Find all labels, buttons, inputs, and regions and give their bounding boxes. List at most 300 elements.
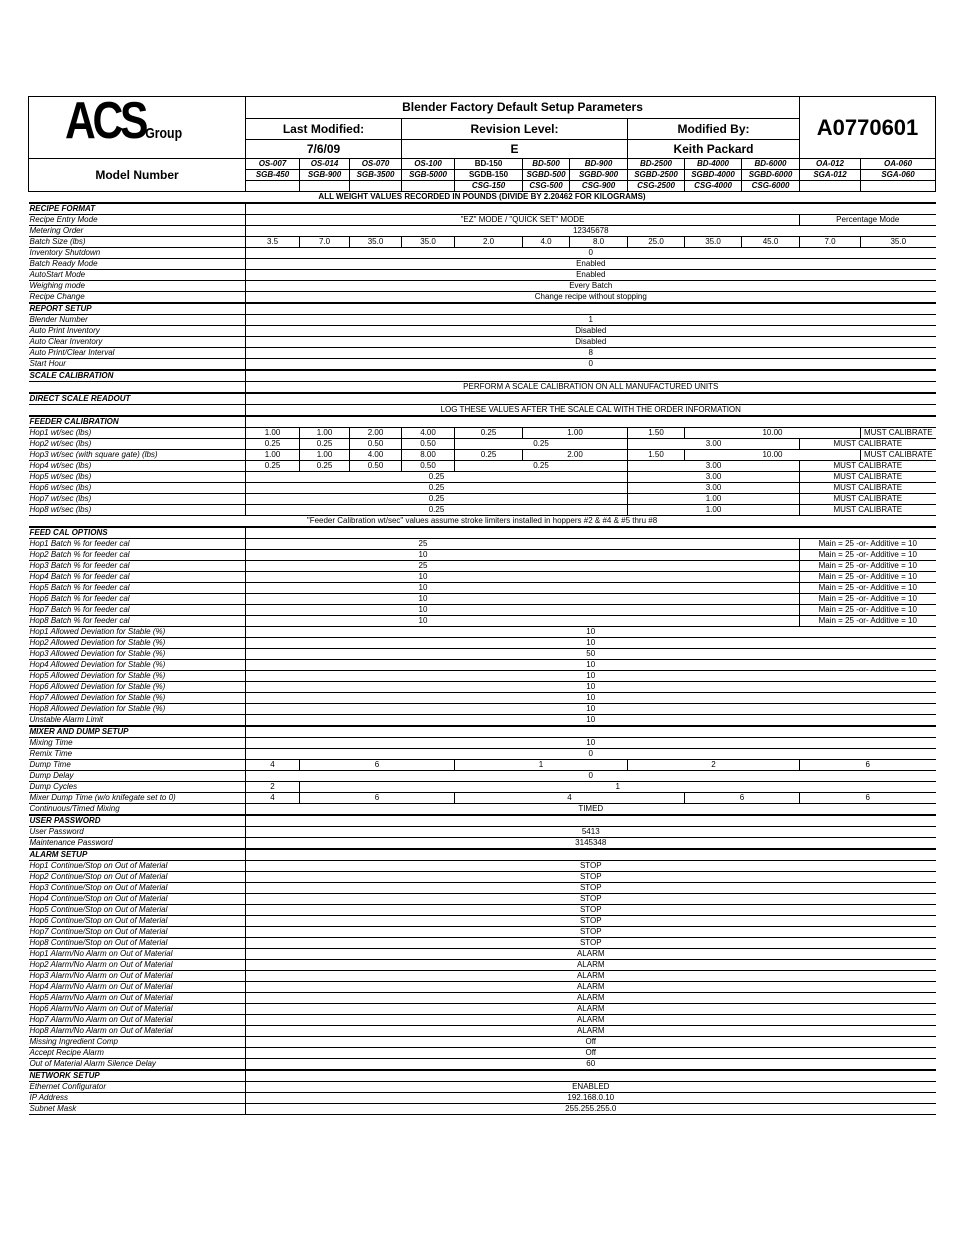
units-note: ALL WEIGHT VALUES RECORDED IN POUNDS (DIVIDE BY 2.20462 FOR KILOGRAMS) bbox=[29, 192, 936, 204]
param-value: 5413 bbox=[246, 827, 936, 838]
row-label: Hop1 Allowed Deviation for Stable (%) bbox=[29, 627, 246, 638]
param-value: 255.255.255.0 bbox=[246, 1104, 936, 1115]
param-row bbox=[29, 1059, 936, 1071]
row-label: Auto Clear Inventory bbox=[29, 337, 246, 348]
param-value: 0.25 bbox=[246, 461, 300, 472]
param-row bbox=[29, 949, 936, 960]
param-value: 10 bbox=[246, 550, 800, 561]
param-value: 0.25 bbox=[246, 483, 628, 494]
model-cell: CSG-150 bbox=[455, 181, 523, 192]
model-cell: OS-100 bbox=[402, 159, 455, 170]
model-cell: SGB-5000 bbox=[402, 170, 455, 181]
model-cell: SGBD-4000 bbox=[685, 170, 742, 181]
row-label: Hop6 Allowed Deviation for Stable (%) bbox=[29, 682, 246, 693]
param-value: 1.00 bbox=[300, 428, 350, 439]
param-value: Change recipe without stopping bbox=[246, 292, 936, 304]
row-label: Batch Ready Mode bbox=[29, 259, 246, 270]
row-label: Start Hour bbox=[29, 359, 246, 371]
param-row bbox=[29, 348, 936, 359]
param-value: 10 bbox=[246, 594, 800, 605]
param-row bbox=[29, 483, 936, 494]
model-cell: SGBD-6000 bbox=[742, 170, 800, 181]
param-value: 0.25 bbox=[455, 461, 628, 472]
row-label: Weighing mode bbox=[29, 281, 246, 292]
oa-note: Main = 25 -or- Additive = 10 bbox=[800, 539, 936, 550]
param-value: ALARM bbox=[246, 949, 936, 960]
row-label: Hop5 Continue/Stop on Out of Material bbox=[29, 905, 246, 916]
param-value: 4 bbox=[246, 793, 300, 804]
param-row bbox=[29, 771, 936, 782]
param-value: MUST CALIBRATE bbox=[800, 505, 936, 516]
param-value: 1.00 bbox=[523, 428, 628, 439]
param-value: 10 bbox=[246, 671, 936, 682]
param-value: 7.0 bbox=[300, 237, 350, 248]
section-spacer bbox=[246, 849, 936, 861]
model-cell: SGBD-500 bbox=[523, 170, 570, 181]
param-row bbox=[29, 550, 936, 561]
param-value: 35.0 bbox=[861, 237, 936, 248]
param-row bbox=[29, 259, 936, 270]
model-cell: SGBD-900 bbox=[570, 170, 628, 181]
param-row bbox=[29, 660, 936, 671]
section-direct-scale-readout bbox=[29, 393, 936, 405]
param-row bbox=[29, 270, 936, 281]
row-label: Hop8 Alarm/No Alarm on Out of Material bbox=[29, 1026, 246, 1037]
param-value: 1.00 bbox=[628, 505, 800, 516]
param-value: 1.50 bbox=[628, 428, 685, 439]
oa-note: Main = 25 -or- Additive = 10 bbox=[800, 583, 936, 594]
row-label: Inventory Shutdown bbox=[29, 248, 246, 259]
row-label: Hop8 wt/sec (lbs) bbox=[29, 505, 246, 516]
feeder-note: "Feeder Calibration wt/sec" values assume stroke limiters installed in hoppers #2 & #4 & #5 thru #8 bbox=[29, 516, 936, 528]
param-value: Enabled bbox=[246, 259, 936, 270]
model-cell: CSG-6000 bbox=[742, 181, 800, 192]
param-value: 8.00 bbox=[402, 450, 455, 461]
param-value: TIMED bbox=[246, 804, 936, 816]
param-value: 4 bbox=[246, 760, 300, 771]
param-value: Percentage Mode bbox=[800, 215, 936, 226]
param-value: 10 bbox=[246, 738, 936, 749]
param-value: 60 bbox=[246, 1059, 936, 1071]
row-label: Hop7 wt/sec (lbs) bbox=[29, 494, 246, 505]
row-label: Hop4 Continue/Stop on Out of Material bbox=[29, 894, 246, 905]
model-cell: OS-007 bbox=[246, 159, 300, 170]
section-alarm-setup bbox=[29, 849, 936, 861]
model-cell bbox=[402, 181, 455, 192]
param-value: 10 bbox=[246, 704, 936, 715]
param-row bbox=[29, 494, 936, 505]
row-label: Hop5 wt/sec (lbs) bbox=[29, 472, 246, 483]
param-value: 0.25 bbox=[300, 461, 350, 472]
param-row bbox=[29, 605, 936, 616]
param-value: 35.0 bbox=[402, 237, 455, 248]
row-label: Hop2 Batch % for feeder cal bbox=[29, 550, 246, 561]
row-label: Dump Delay bbox=[29, 771, 246, 782]
param-value: 0 bbox=[246, 359, 936, 371]
section-feed-cal-options bbox=[29, 527, 936, 539]
param-row bbox=[29, 539, 936, 550]
param-value: 1.00 bbox=[628, 494, 800, 505]
oa-note: Main = 25 -or- Additive = 10 bbox=[800, 594, 936, 605]
section-note: PERFORM A SCALE CALIBRATION ON ALL MANUFACTURED UNITS bbox=[246, 382, 936, 394]
row-label: Remix Time bbox=[29, 749, 246, 760]
param-value: 0.25 bbox=[455, 439, 628, 450]
param-value: MUST CALIBRATE bbox=[800, 472, 936, 483]
param-row bbox=[29, 472, 936, 483]
row-label: Hop5 Alarm/No Alarm on Out of Material bbox=[29, 993, 246, 1004]
param-value: STOP bbox=[246, 927, 936, 938]
param-value: 0.25 bbox=[246, 494, 628, 505]
param-value: 2.00 bbox=[350, 428, 402, 439]
param-value: 0 bbox=[246, 248, 936, 259]
oa-note: Main = 25 -or- Additive = 10 bbox=[800, 572, 936, 583]
section-direct-scale-readout-note bbox=[29, 405, 936, 417]
param-value: 0.25 bbox=[455, 428, 523, 439]
param-value: 1 bbox=[246, 315, 936, 326]
row-label: Hop7 Continue/Stop on Out of Material bbox=[29, 927, 246, 938]
row-label: Hop2 Allowed Deviation for Stable (%) bbox=[29, 638, 246, 649]
param-value: Disabled bbox=[246, 337, 936, 348]
param-row bbox=[29, 226, 936, 237]
section-spacer bbox=[246, 203, 936, 215]
param-row bbox=[29, 428, 936, 439]
param-value: 4.00 bbox=[350, 450, 402, 461]
param-value: Disabled bbox=[246, 326, 936, 337]
param-value: 0.50 bbox=[350, 439, 402, 450]
param-value: Off bbox=[246, 1048, 936, 1059]
row-label: Hop6 Continue/Stop on Out of Material bbox=[29, 916, 246, 927]
row-label: Hop1 Batch % for feeder cal bbox=[29, 539, 246, 550]
param-value: 10 bbox=[246, 660, 936, 671]
model-cell: BD-150 bbox=[455, 159, 523, 170]
param-value: 1.00 bbox=[300, 450, 350, 461]
param-value: 1.00 bbox=[246, 450, 300, 461]
row-label: Blender Number bbox=[29, 315, 246, 326]
section-spacer bbox=[246, 527, 936, 539]
row-label: Metering Order bbox=[29, 226, 246, 237]
param-row bbox=[29, 292, 936, 304]
row-label: Hop4 Batch % for feeder cal bbox=[29, 572, 246, 583]
param-row bbox=[29, 450, 936, 461]
param-value: 7.0 bbox=[800, 237, 861, 248]
modified-by-label: Modified By: bbox=[628, 118, 800, 140]
row-label: Hop3 Alarm/No Alarm on Out of Material bbox=[29, 971, 246, 982]
param-value: 10 bbox=[246, 682, 936, 693]
row-label: Hop2 wt/sec (lbs) bbox=[29, 439, 246, 450]
row-label: Auto Print/Clear Interval bbox=[29, 348, 246, 359]
param-value: 6 bbox=[300, 793, 455, 804]
param-row bbox=[29, 993, 936, 1004]
param-value: ALARM bbox=[246, 1004, 936, 1015]
param-value: Every Batch bbox=[246, 281, 936, 292]
row-label: AutoStart Mode bbox=[29, 270, 246, 281]
document-id: A0770601 bbox=[800, 97, 936, 159]
param-value: 10 bbox=[246, 715, 936, 727]
param-row bbox=[29, 704, 936, 715]
param-value: 1 bbox=[455, 760, 628, 771]
row-label bbox=[29, 405, 246, 417]
param-value: 25 bbox=[246, 539, 800, 550]
row-label: Hop8 Batch % for feeder cal bbox=[29, 616, 246, 627]
param-row bbox=[29, 749, 936, 760]
row-label: Hop8 Allowed Deviation for Stable (%) bbox=[29, 704, 246, 715]
param-row bbox=[29, 315, 936, 326]
row-label: Continuous/Timed Mixing bbox=[29, 804, 246, 816]
row-label: Accept Recipe Alarm bbox=[29, 1048, 246, 1059]
param-row bbox=[29, 583, 936, 594]
param-value: 10 bbox=[246, 616, 800, 627]
param-value: 0.25 bbox=[246, 439, 300, 450]
model-cell: SGA-012 bbox=[800, 170, 861, 181]
section-scale-calibration-note bbox=[29, 382, 936, 394]
row-label: Hop7 Batch % for feeder cal bbox=[29, 605, 246, 616]
row-label: Batch Size (lbs) bbox=[29, 237, 246, 248]
section-spacer bbox=[246, 393, 936, 405]
section-network-setup bbox=[29, 1070, 936, 1082]
param-value: 10 bbox=[246, 583, 800, 594]
row-label: Hop5 Allowed Deviation for Stable (%) bbox=[29, 671, 246, 682]
row-label: Hop8 Continue/Stop on Out of Material bbox=[29, 938, 246, 949]
param-row bbox=[29, 439, 936, 450]
model-cell: OS-070 bbox=[350, 159, 402, 170]
row-label: Recipe Entry Mode bbox=[29, 215, 246, 226]
row-label: Hop6 Alarm/No Alarm on Out of Material bbox=[29, 1004, 246, 1015]
section-title: SCALE CALIBRATION bbox=[29, 370, 246, 382]
last-modified-value: 7/6/09 bbox=[246, 140, 402, 159]
row-label: Missing Ingredient Comp bbox=[29, 1037, 246, 1048]
param-value: STOP bbox=[246, 916, 936, 927]
section-spacer bbox=[246, 303, 936, 315]
section-spacer bbox=[246, 1070, 936, 1082]
param-value: 50 bbox=[246, 649, 936, 660]
section-title: FEED CAL OPTIONS bbox=[29, 527, 246, 539]
param-value: ALARM bbox=[246, 960, 936, 971]
param-row bbox=[29, 461, 936, 472]
model-cell: OA-012 bbox=[800, 159, 861, 170]
logo bbox=[29, 97, 246, 159]
row-label: Hop3 Allowed Deviation for Stable (%) bbox=[29, 649, 246, 660]
model-cell: BD-4000 bbox=[685, 159, 742, 170]
model-cell: OA-060 bbox=[861, 159, 936, 170]
param-row bbox=[29, 281, 936, 292]
param-value: 1.00 bbox=[246, 428, 300, 439]
param-value: 45.0 bbox=[742, 237, 800, 248]
param-row bbox=[29, 616, 936, 627]
row-label: Mixing Time bbox=[29, 738, 246, 749]
param-value: STOP bbox=[246, 883, 936, 894]
param-row bbox=[29, 1026, 936, 1037]
param-row bbox=[29, 505, 936, 516]
section-scale-calibration bbox=[29, 370, 936, 382]
section-title: FEEDER CALIBRATION bbox=[29, 416, 246, 428]
param-value: 2 bbox=[246, 782, 300, 793]
param-row bbox=[29, 894, 936, 905]
param-row bbox=[29, 1082, 936, 1093]
revision-label: Revision Level: bbox=[402, 118, 628, 140]
param-row bbox=[29, 905, 936, 916]
param-value: 0 bbox=[246, 771, 936, 782]
row-label: IP Address bbox=[29, 1093, 246, 1104]
param-row bbox=[29, 804, 936, 816]
param-row bbox=[29, 326, 936, 337]
param-value: 6 bbox=[300, 760, 455, 771]
param-value: MUST CALIBRATE bbox=[800, 461, 936, 472]
model-cell: BD-2500 bbox=[628, 159, 685, 170]
section-report-setup bbox=[29, 303, 936, 315]
model-cell: SGA-060 bbox=[861, 170, 936, 181]
model-cell: CSG-500 bbox=[523, 181, 570, 192]
param-value: STOP bbox=[246, 938, 936, 949]
row-label: Hop6 wt/sec (lbs) bbox=[29, 483, 246, 494]
model-cell bbox=[800, 181, 861, 192]
row-label: Recipe Change bbox=[29, 292, 246, 304]
row-label: Maintenance Password bbox=[29, 838, 246, 850]
param-value: 10 bbox=[246, 605, 800, 616]
model-cell: BD-900 bbox=[570, 159, 628, 170]
param-row bbox=[29, 971, 936, 982]
param-value: ALARM bbox=[246, 993, 936, 1004]
row-label: Ethernet Configurator bbox=[29, 1082, 246, 1093]
param-row bbox=[29, 1015, 936, 1026]
param-row bbox=[29, 1048, 936, 1059]
param-value: Enabled bbox=[246, 270, 936, 281]
acs-logo: ACSGroup bbox=[65, 96, 183, 150]
param-row bbox=[29, 760, 936, 771]
param-row bbox=[29, 248, 936, 259]
section-spacer bbox=[246, 370, 936, 382]
model-cell: BD-500 bbox=[523, 159, 570, 170]
oa-note: Main = 25 -or- Additive = 10 bbox=[800, 561, 936, 572]
model-cell: SGB-900 bbox=[300, 170, 350, 181]
row-label: Subnet Mask bbox=[29, 1104, 246, 1115]
param-value: MUST CALIBRATE bbox=[800, 483, 936, 494]
param-row bbox=[29, 693, 936, 704]
param-row bbox=[29, 359, 936, 371]
param-row bbox=[29, 1093, 936, 1104]
section-title: REPORT SETUP bbox=[29, 303, 246, 315]
param-row bbox=[29, 638, 936, 649]
section-feeder-calibration bbox=[29, 416, 936, 428]
section-title: DIRECT SCALE READOUT bbox=[29, 393, 246, 405]
param-value: MUST CALIBRATE bbox=[861, 428, 936, 439]
param-value: 10 bbox=[246, 572, 800, 583]
model-cell: SGB-450 bbox=[246, 170, 300, 181]
param-value: 2.0 bbox=[455, 237, 523, 248]
param-value: 3.00 bbox=[628, 461, 800, 472]
param-row bbox=[29, 927, 936, 938]
param-value: 4.0 bbox=[523, 237, 570, 248]
param-value: 3.5 bbox=[246, 237, 300, 248]
param-value: 0.25 bbox=[455, 450, 523, 461]
param-value: 4.00 bbox=[402, 428, 455, 439]
section-note: LOG THESE VALUES AFTER THE SCALE CAL WITH THE ORDER INFORMATION bbox=[246, 405, 936, 417]
param-value: 10 bbox=[246, 627, 936, 638]
param-value: 0 bbox=[246, 749, 936, 760]
param-row bbox=[29, 1004, 936, 1015]
row-label: Hop1 wt/sec (lbs) bbox=[29, 428, 246, 439]
section-spacer bbox=[246, 726, 936, 738]
units-note-row bbox=[29, 192, 936, 204]
param-value: 0.50 bbox=[402, 439, 455, 450]
param-value: STOP bbox=[246, 872, 936, 883]
param-value: ENABLED bbox=[246, 1082, 936, 1093]
param-value: 25.0 bbox=[628, 237, 685, 248]
param-value: 2 bbox=[628, 760, 800, 771]
feeder-note-row bbox=[29, 516, 936, 528]
param-value: 10.00 bbox=[685, 450, 861, 461]
param-value: 6 bbox=[800, 793, 936, 804]
param-value: 3145348 bbox=[246, 838, 936, 850]
row-label: Hop4 Allowed Deviation for Stable (%) bbox=[29, 660, 246, 671]
section-title: RECIPE FORMAT bbox=[29, 203, 246, 215]
section-recipe-format bbox=[29, 203, 936, 215]
param-value: ALARM bbox=[246, 982, 936, 993]
param-row bbox=[29, 572, 936, 583]
param-value: 6 bbox=[800, 760, 936, 771]
row-label: Hop1 Continue/Stop on Out of Material bbox=[29, 861, 246, 872]
param-value: 3.00 bbox=[628, 483, 800, 494]
param-value: MUST CALIBRATE bbox=[800, 494, 936, 505]
row-label: Mixer Dump Time (w/o knifegate set to 0) bbox=[29, 793, 246, 804]
param-row bbox=[29, 938, 936, 949]
model-cell: CSG-2500 bbox=[628, 181, 685, 192]
row-label: Hop7 Alarm/No Alarm on Out of Material bbox=[29, 1015, 246, 1026]
last-modified-label: Last Modified: bbox=[246, 118, 402, 140]
param-row bbox=[29, 649, 936, 660]
row-label: Hop5 Batch % for feeder cal bbox=[29, 583, 246, 594]
model-number-label: Model Number bbox=[29, 159, 246, 192]
row-label: User Password bbox=[29, 827, 246, 838]
param-value: STOP bbox=[246, 861, 936, 872]
model-cell: SGBD-2500 bbox=[628, 170, 685, 181]
param-value: ALARM bbox=[246, 1026, 936, 1037]
model-cell: SGB-3500 bbox=[350, 170, 402, 181]
model-cell bbox=[300, 181, 350, 192]
param-row bbox=[29, 883, 936, 894]
row-label: Unstable Alarm Limit bbox=[29, 715, 246, 727]
param-value: 0.50 bbox=[350, 461, 402, 472]
param-row bbox=[29, 594, 936, 605]
section-title: NETWORK SETUP bbox=[29, 1070, 246, 1082]
model-cell: CSG-900 bbox=[570, 181, 628, 192]
param-row bbox=[29, 782, 936, 793]
param-row bbox=[29, 627, 936, 638]
model-cell bbox=[350, 181, 402, 192]
param-value: MUST CALIBRATE bbox=[800, 439, 936, 450]
param-row bbox=[29, 1104, 936, 1115]
row-label: Hop6 Batch % for feeder cal bbox=[29, 594, 246, 605]
section-spacer bbox=[246, 416, 936, 428]
section-mixer-dump bbox=[29, 726, 936, 738]
param-value: 0.25 bbox=[246, 505, 628, 516]
param-value: STOP bbox=[246, 894, 936, 905]
param-value: 1 bbox=[300, 782, 936, 793]
param-value: "EZ" MODE / "QUICK SET" MODE bbox=[246, 215, 800, 226]
param-row bbox=[29, 237, 936, 248]
param-value: STOP bbox=[246, 905, 936, 916]
param-row bbox=[29, 215, 936, 226]
model-cell: SGDB-150 bbox=[455, 170, 523, 181]
row-label: Hop4 Alarm/No Alarm on Out of Material bbox=[29, 982, 246, 993]
parameters-table bbox=[28, 96, 936, 1115]
row-label: Out of Material Alarm Silence Delay bbox=[29, 1059, 246, 1071]
row-label: Hop2 Continue/Stop on Out of Material bbox=[29, 872, 246, 883]
param-value: 0.25 bbox=[246, 472, 628, 483]
param-value: 35.0 bbox=[350, 237, 402, 248]
param-value: 12345678 bbox=[246, 226, 936, 237]
model-cell: CSG-4000 bbox=[685, 181, 742, 192]
param-row bbox=[29, 337, 936, 348]
